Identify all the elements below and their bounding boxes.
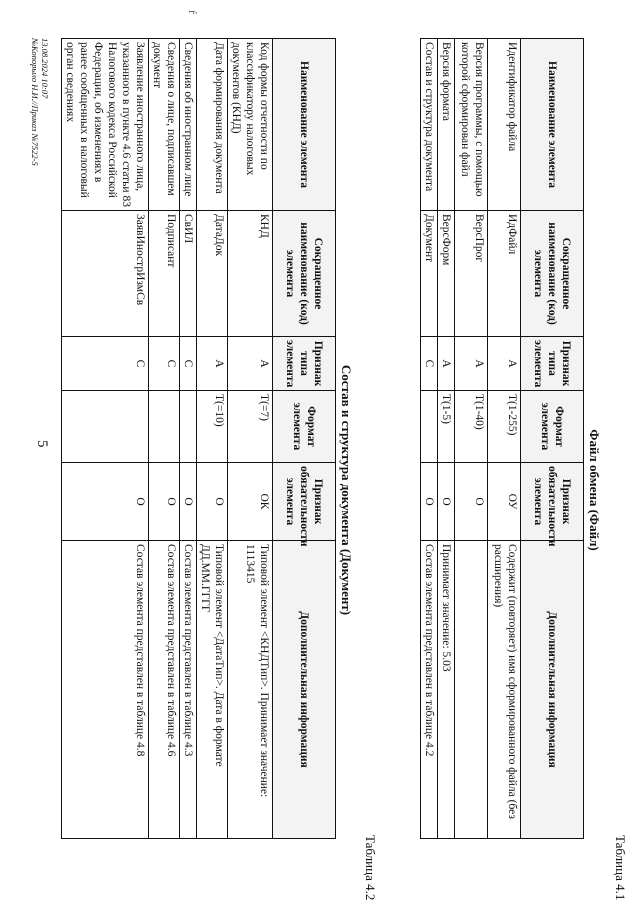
table-cell: Сведения о лице, подписавшем документ <box>149 39 180 211</box>
table-row <box>488 39 521 839</box>
table-cell: Состав элемента представлен в таблице 4.2 <box>421 541 438 839</box>
table-cell: Принимает значение: 5.03 <box>438 541 455 839</box>
table1-header-cell: Признак типа элемента <box>521 337 584 391</box>
table2-header-cell: Наименование элемента <box>273 39 336 211</box>
table-cell: T(1-40) <box>455 391 488 463</box>
table2-header-row <box>273 39 336 839</box>
table-cell: Идентификатор файла <box>488 39 521 211</box>
table-cell: T(=10) <box>197 391 228 463</box>
table2-header-cell: Признак обязательности элемента <box>273 463 336 541</box>
table-cell: ВерсФорм <box>438 211 455 337</box>
table-cell: О <box>455 463 488 541</box>
table2-header-cell: Формат элемента <box>273 391 336 463</box>
table2-header-cell: Дополнительная информация <box>273 541 336 839</box>
table-cell: ИдФайл <box>488 211 521 337</box>
table-cell <box>149 391 180 463</box>
table-row <box>455 39 488 839</box>
table1-header-row <box>521 39 584 839</box>
table-cell: А <box>228 337 273 391</box>
margin-mark: ŕ <box>186 10 200 14</box>
table-cell: T(1-255) <box>488 391 521 463</box>
table-cell: Состав элемента представлен в таблице 4.8 <box>62 541 149 839</box>
table-cell: Содержит (повторяет) имя сформированного файла (без расширения) <box>488 541 521 839</box>
table-cell: А <box>488 337 521 391</box>
table-cell: Типовой элемент <КНДТип>. Принимает значение: 1113415 <box>228 541 273 839</box>
table-cell: А <box>438 337 455 391</box>
table-cell: Заявление иностранного лица, указанного в пункте 4.6 статьи 83 Налогового кодекса Российской Федерации, об изменениях в ранее сообщенных в налоговый орган сведениях <box>62 39 149 211</box>
table-cell: Подписант <box>149 211 180 337</box>
table-cell: T(=7) <box>228 391 273 463</box>
footer-date: 13.08.2024 10:07 <box>40 38 50 99</box>
table-cell: Сведения об иностранном лице <box>180 39 197 211</box>
table-row <box>62 39 149 839</box>
table-cell: Типовой элемент <ДатаТип>. Дата в формате ДД.ММ.ГГГГ <box>197 541 228 839</box>
table-cell: Состав элемента представлен в таблице 4.6 <box>149 541 180 839</box>
table-cell: С <box>180 337 197 391</box>
table2-caption: Таблица 4.2 <box>363 835 378 901</box>
table1-header-cell: Признак обязательности элемента <box>521 463 584 541</box>
table2-header-cell: Признак типа элемента <box>273 337 336 391</box>
table1-header-cell: Наименование элемента <box>521 39 584 211</box>
table1-header-cell: Дополнительная информация <box>521 541 584 839</box>
table-cell: ЗаявИнострИзмСв <box>62 211 149 337</box>
table-cell: О <box>421 463 438 541</box>
table1-header-cell: Формат элемента <box>521 391 584 463</box>
table-cell: ДатаДок <box>197 211 228 337</box>
table-cell: О <box>438 463 455 541</box>
footer-signature-line: №Копорыло Н.И.//Приказ №7522-5 <box>30 38 40 166</box>
table1 <box>420 38 584 839</box>
page-number: 5 <box>34 440 50 448</box>
table-cell: О <box>180 463 197 541</box>
table2-title: Состав и структура документа (Документ) <box>339 364 354 616</box>
table-cell: Дата формирования документа <box>197 39 228 211</box>
table-row <box>149 39 180 839</box>
table-cell: Состав и структура документа <box>421 39 438 211</box>
table-row <box>421 39 438 839</box>
table-cell: Документ <box>421 211 438 337</box>
table-cell: T(1-5) <box>438 391 455 463</box>
table-cell: А <box>455 337 488 391</box>
footer-stamp <box>30 38 50 166</box>
table-cell <box>421 391 438 463</box>
table-row <box>228 39 273 839</box>
table-cell: С <box>421 337 438 391</box>
table1-title: Файл обмена (Файл) <box>587 429 602 551</box>
table-cell: А <box>197 337 228 391</box>
table-cell: КНД <box>228 211 273 337</box>
table-cell: ОУ <box>488 463 521 541</box>
table-row <box>197 39 228 839</box>
table-cell <box>62 391 149 463</box>
table-cell: С <box>62 337 149 391</box>
table-cell: О <box>197 463 228 541</box>
table-cell: Состав элемента представлен в таблице 4.3 <box>180 541 197 839</box>
table-cell: С <box>149 337 180 391</box>
table-cell: Версия формата <box>438 39 455 211</box>
table-cell: Код формы отчетности по классификатору налоговых документов (КНД) <box>228 39 273 211</box>
table-cell: ВерсПрог <box>455 211 488 337</box>
table-row <box>180 39 197 839</box>
table-cell <box>180 391 197 463</box>
table2-header-cell: Сокращенное наименование (код) элемента <box>273 211 336 337</box>
table1-header-cell: Сокращенное наименование (код) элемента <box>521 211 584 337</box>
table1-caption: Таблица 4.1 <box>613 835 628 901</box>
table-cell: СвИЛ <box>180 211 197 337</box>
table-cell <box>455 541 488 839</box>
table-cell: Версия программы, с помощью которой сформирован файл <box>455 39 488 211</box>
table-row <box>438 39 455 839</box>
table2 <box>61 38 336 839</box>
table-cell: О <box>149 463 180 541</box>
table-cell: О <box>62 463 149 541</box>
table-cell: ОК <box>228 463 273 541</box>
